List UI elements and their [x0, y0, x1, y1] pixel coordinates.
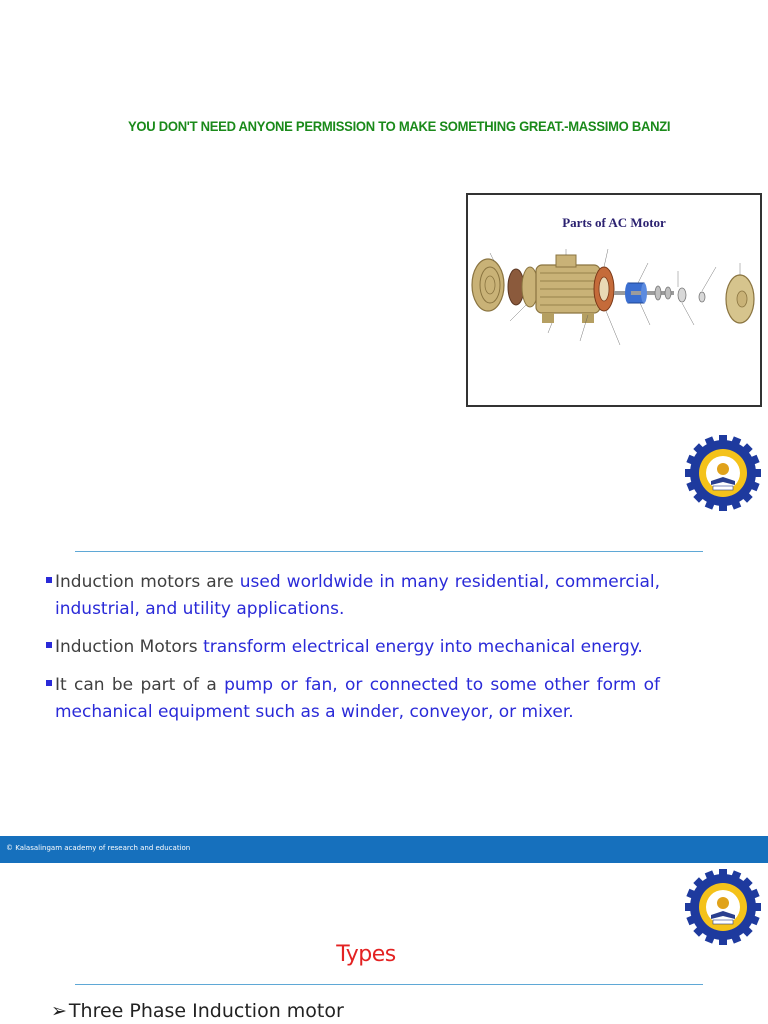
right-arrow-bullet-icon: ➢	[51, 1000, 67, 1022]
university-emblem-icon	[683, 867, 763, 947]
slide-heading: Types	[336, 942, 396, 967]
footer-copyright: © Kalasalingam academy of research and education	[6, 844, 191, 852]
square-bullet-icon	[46, 642, 52, 648]
bullet-text-highlight: pump or fan, or connected to some other form of mechanical equipment such as a winder, conveyor, or mixer.	[55, 675, 660, 722]
bullet-item	[46, 672, 660, 726]
exploded-motor-illustration	[470, 243, 758, 363]
bullet-text-highlight: used worldwide in many residential, commercial, industrial, and utility applications.	[55, 572, 660, 619]
bullet-text-highlight: transform electrical energy into mechanical energy.	[203, 637, 643, 657]
square-bullet-icon	[46, 680, 52, 686]
subheading-text: Three Phase Induction motor	[68, 1000, 344, 1022]
bullet-item	[46, 569, 660, 623]
university-emblem-icon	[683, 433, 763, 513]
bullet-list	[46, 569, 660, 737]
bullet-text-plain: Induction motors are	[55, 572, 240, 592]
section-divider	[75, 984, 703, 985]
quote-text: YOU DON'T NEED ANYONE PERMISSION TO MAKE SOMETHING GREAT.-MASSIMO BANZI	[128, 118, 671, 134]
bullet-item	[46, 634, 660, 661]
motor-image-title: Parts of AC Motor	[562, 215, 666, 230]
motor-parts-image	[466, 193, 762, 407]
subheading	[51, 1000, 344, 1022]
bullet-text-plain: It can be part of a	[55, 675, 225, 695]
bullet-text-plain: Induction Motors	[55, 637, 204, 657]
footer-bar	[0, 836, 768, 863]
square-bullet-icon	[46, 577, 52, 583]
section-divider	[75, 551, 703, 552]
